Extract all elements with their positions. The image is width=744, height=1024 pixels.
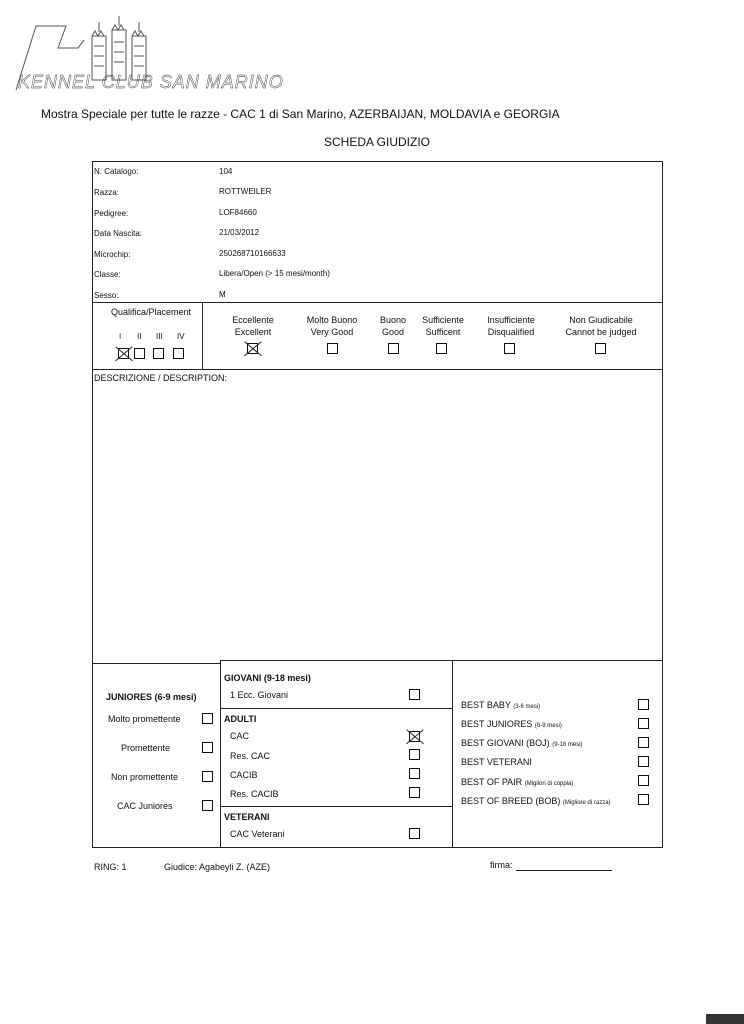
qual-notjudged-checkbox[interactable] [595, 343, 606, 354]
qual-good-checkbox[interactable] [388, 343, 399, 354]
best-juniores-checkbox[interactable] [638, 718, 649, 729]
qual-excellent-en: Excellent [234, 327, 272, 337]
adulti-item-2: Res. CAC [230, 751, 271, 761]
qual-sufficient-checkbox[interactable] [436, 343, 447, 354]
veterani-title: VETERANI [224, 812, 270, 822]
ring-number: RING: 1 [94, 862, 127, 872]
logo-text: KENNEL CLUB SAN MARINO [18, 72, 284, 92]
placement-label: Qualifica/Placement [111, 307, 192, 317]
qual-disqualified-en: Disqualified [487, 327, 535, 337]
giovani-item-1: 1 Ecc. Giovani [230, 690, 289, 700]
qual-verygood-it: Molto Buono [306, 315, 358, 325]
field-value-catalog: 104 [219, 167, 233, 176]
description-area[interactable] [94, 386, 660, 658]
rank-label-1: I [119, 332, 122, 341]
best-giovani: BEST GIOVANI (BOJ) (9-18 mesi) [461, 738, 583, 748]
field-label-pedigree: Pedigree: [94, 209, 129, 218]
best-giovani-checkbox[interactable] [638, 737, 649, 748]
juniores-item-2: Promettente [121, 743, 171, 753]
field-value-breed: ROTTWEILER [219, 187, 272, 196]
placement-checkbox-3[interactable] [153, 348, 164, 359]
description-label: DESCRIZIONE / DESCRIPTION: [94, 373, 228, 383]
juniores-item-1: Molto promettente [108, 714, 181, 724]
giovani-title: GIOVANI (9-18 mesi) [224, 673, 311, 683]
field-value-class: Libera/Open (> 15 mesi/month) [219, 269, 330, 278]
adulti-checkbox-3[interactable] [409, 768, 420, 779]
adulti-item-1: CAC [230, 731, 250, 741]
qual-excellent-checkbox[interactable] [247, 343, 258, 354]
qual-good-it: Buono [379, 315, 407, 325]
best-baby: BEST BABY (3-6 mesi) [461, 700, 541, 710]
qual-verygood-checkbox[interactable] [327, 343, 338, 354]
signature-line[interactable] [516, 870, 612, 871]
qual-sufficient-en: Sufficent [425, 327, 461, 337]
qual-disqualified-checkbox[interactable] [504, 343, 515, 354]
best-veterani: BEST VETERANI [461, 757, 532, 767]
juniores-checkbox-3[interactable] [202, 771, 213, 782]
field-label-sex: Sesso: [94, 291, 119, 300]
qual-good-en: Good [381, 327, 405, 337]
qual-verygood-en: Very Good [310, 327, 354, 337]
qual-excellent-it: Eccellente [232, 315, 274, 325]
best-juniores: BEST JUNIORES (6-9 mesi) [461, 719, 562, 729]
veterani-item-1: CAC Veterani [230, 829, 285, 839]
best-of-breed-checkbox[interactable] [638, 794, 649, 805]
field-label-catalog: N. Catalogo: [94, 167, 139, 176]
qual-notjudged-it: Non Giudicabile [569, 315, 633, 325]
signature-label: firma: [490, 860, 513, 870]
qual-notjudged-en: Cannot be judged [565, 327, 637, 337]
giovani-checkbox-1[interactable] [409, 689, 420, 700]
best-of-pair-checkbox[interactable] [638, 775, 649, 786]
field-value-microchip: 250268710166633 [219, 249, 286, 258]
adulti-title: ADULTI [224, 714, 257, 724]
juniores-item-3: Non promettente [111, 772, 179, 782]
field-value-birthdate: 21/03/2012 [219, 228, 260, 237]
juniores-checkbox-1[interactable] [202, 713, 213, 724]
scan-edge [706, 1014, 744, 1024]
placement-checkbox-2[interactable] [134, 348, 145, 359]
show-title: Mostra Speciale per tutte le razze - CAC 1 di San Marino, AZERBAIJAN, MOLDAVIA e GEORGIA [41, 107, 560, 121]
field-value-sex: M [219, 290, 226, 299]
form-title: SCHEDA GIUDIZIO [324, 135, 431, 149]
placement-checkbox-1[interactable] [118, 348, 129, 359]
field-label-class: Classe: [94, 270, 121, 279]
rank-label-3: III [156, 332, 163, 341]
rank-label-2: II [137, 332, 142, 341]
juniores-checkbox-2[interactable] [202, 742, 213, 753]
veterani-checkbox-1[interactable] [409, 828, 420, 839]
judge-name: Giudice: Agabeyli Z. (AZE) [164, 862, 271, 872]
adulti-item-4: Res. CACIB [230, 789, 279, 799]
best-baby-checkbox[interactable] [638, 699, 649, 710]
adulti-checkbox-2[interactable] [409, 749, 420, 760]
qual-disqualified-it: Insufficiente [487, 315, 535, 325]
juniores-checkbox-4[interactable] [202, 800, 213, 811]
juniores-title: JUNIORES (6-9 mesi) [106, 692, 197, 702]
best-veterani-checkbox[interactable] [638, 756, 649, 767]
best-of-breed: BEST OF BREED (BOB) (Migliore di razza) [461, 796, 611, 806]
field-label-birthdate: Data Nascita: [94, 229, 143, 238]
field-label-microchip: Microchip: [94, 250, 131, 259]
adulti-item-3: CACIB [230, 770, 258, 780]
kennel-club-logo [14, 10, 284, 96]
rank-label-4: IV [177, 332, 185, 341]
field-label-breed: Razza: [94, 188, 119, 197]
placement-checkbox-4[interactable] [173, 348, 184, 359]
qual-sufficient-it: Sufficiente [422, 315, 464, 325]
best-of-pair: BEST OF PAIR (Migliori di coppia) [461, 777, 574, 787]
field-value-pedigree: LOF84660 [219, 208, 257, 217]
juniores-item-4: CAC Juniores [117, 801, 173, 811]
adulti-checkbox-4[interactable] [409, 787, 420, 798]
adulti-checkbox-1[interactable] [409, 731, 420, 742]
